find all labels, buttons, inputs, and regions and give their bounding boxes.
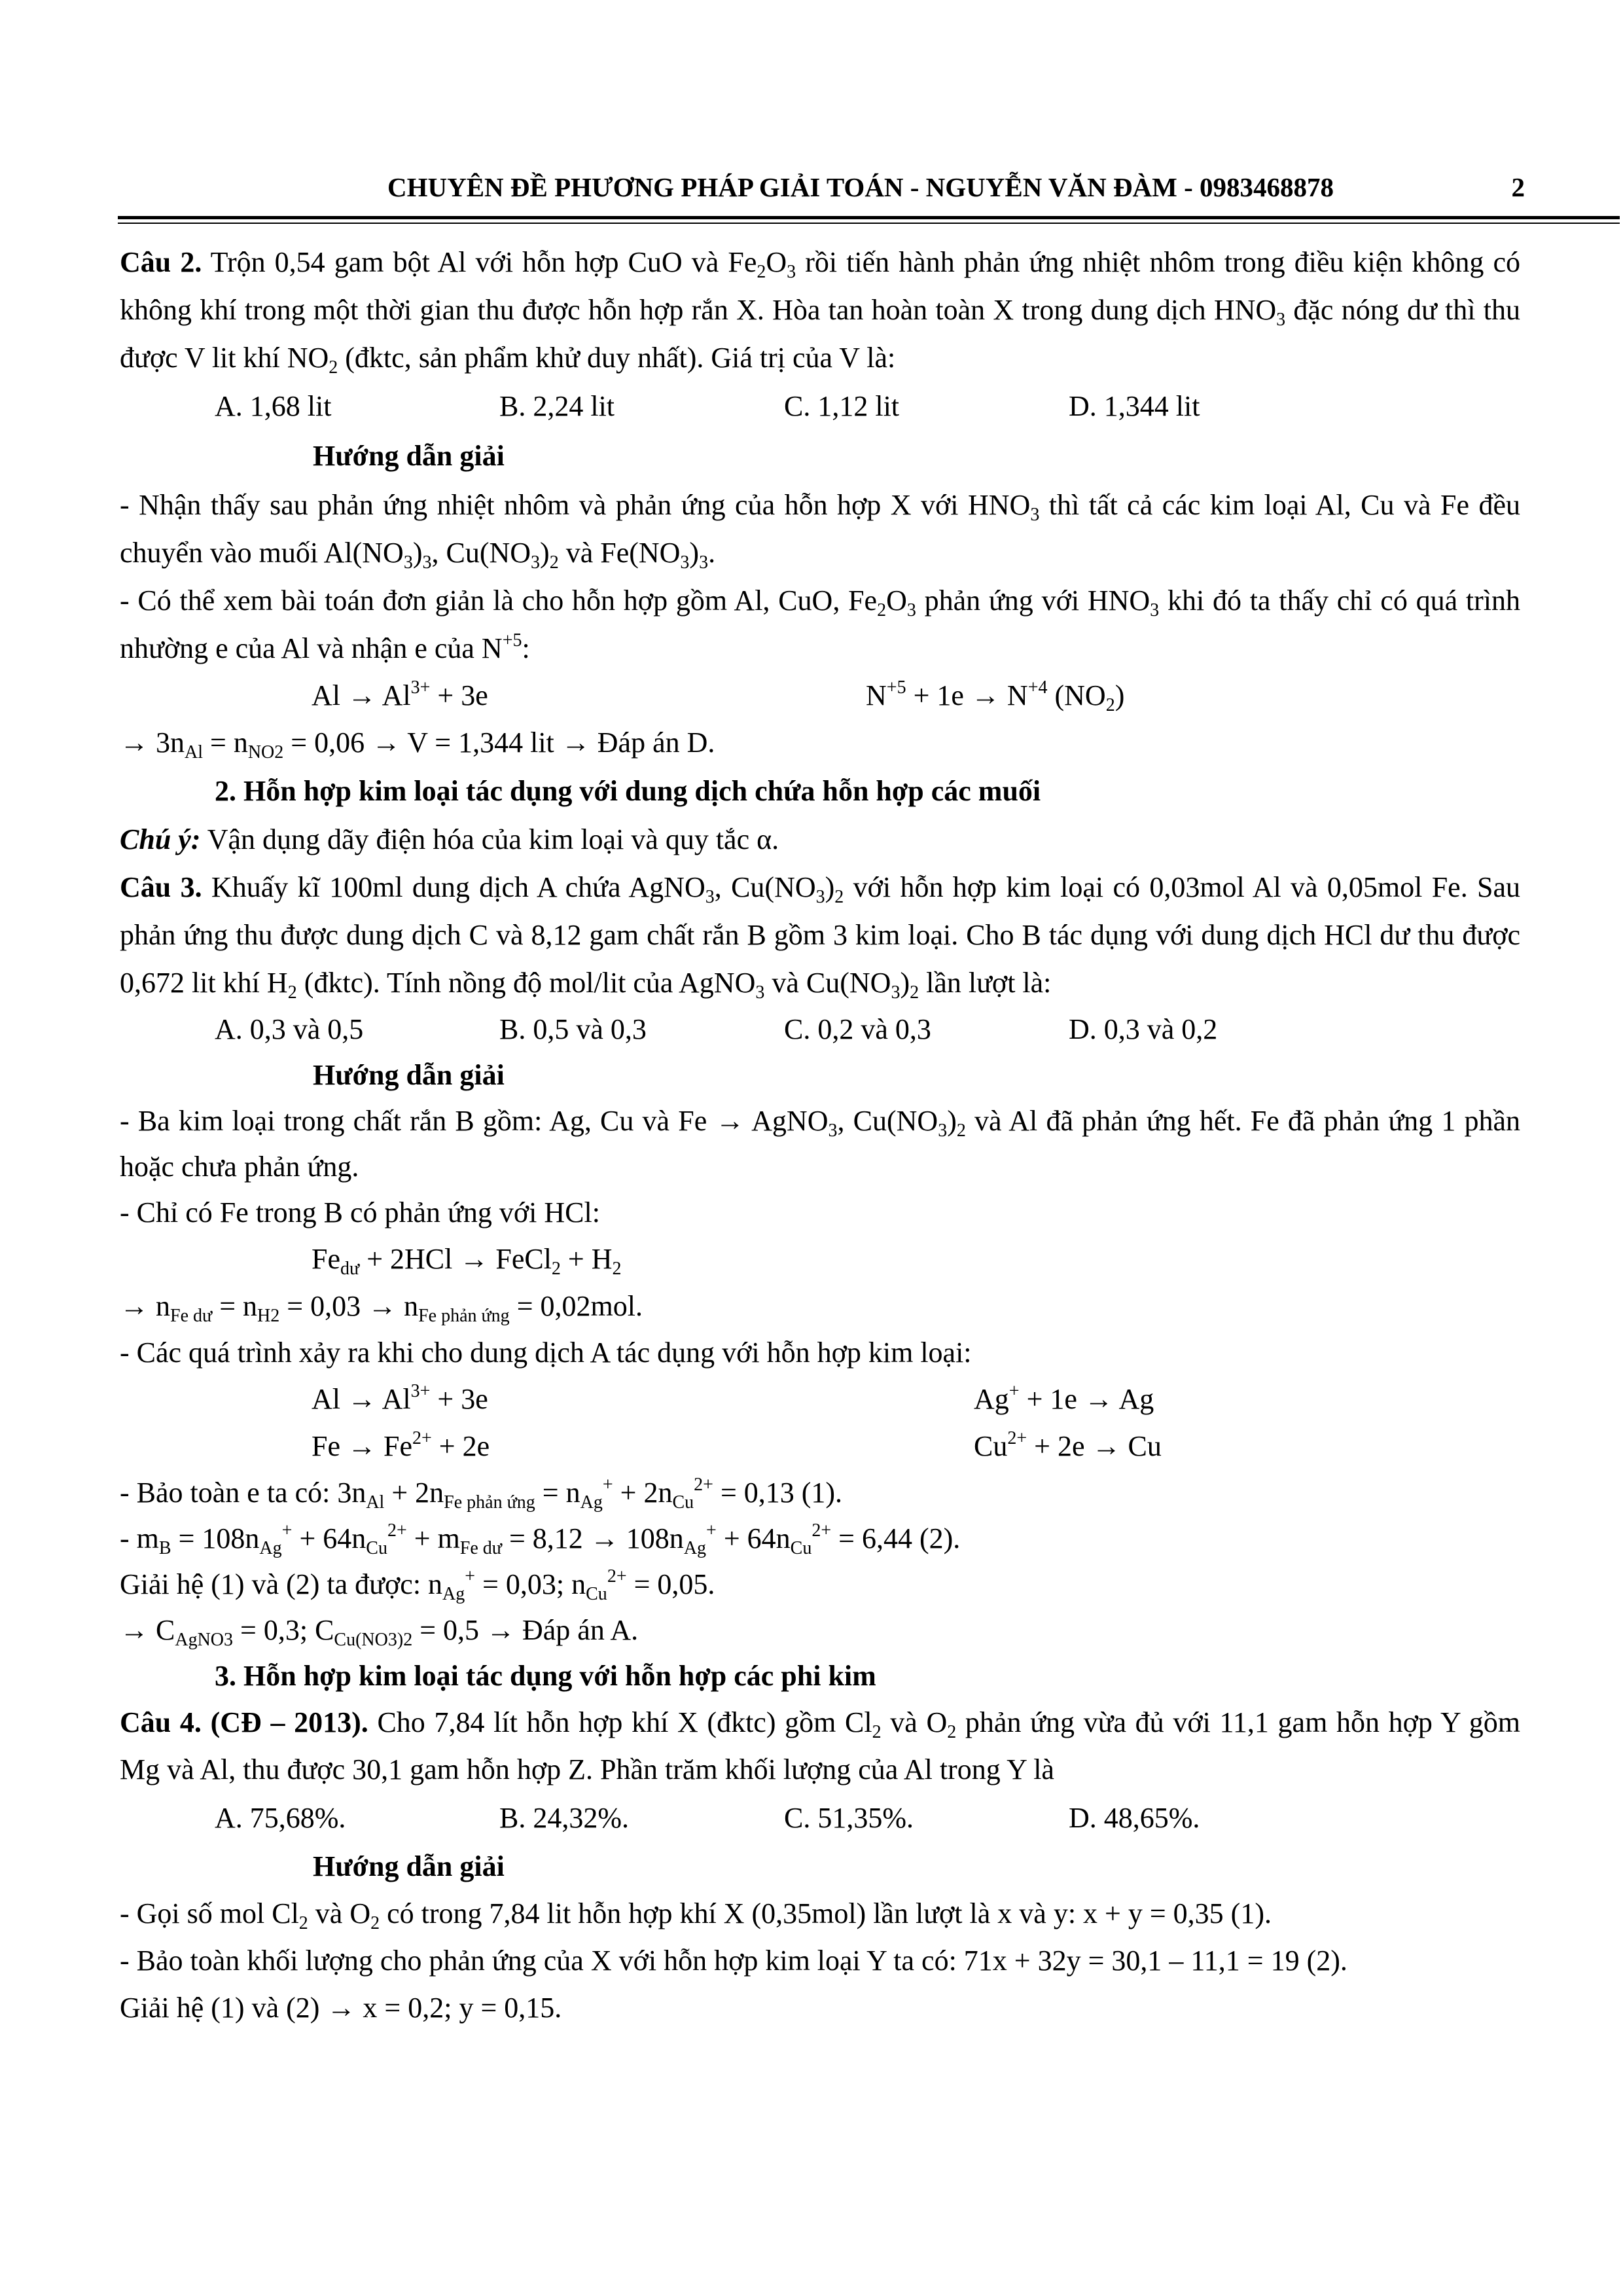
section-title: 2. Hỗn hợp kim loại tác dụng với dung dịch chứa hỗn hợp các muối (215, 775, 1041, 807)
answer-options (120, 382, 1520, 431)
solution-step: Giải hệ (1) và (2) ta được: $n_{Ag}^+ = 0,03$; $n_{Cu}^{2+} = 0,05$. (120, 1566, 715, 1604)
equation: $Fe \to Fe^{2+} + 2e$ (312, 1428, 490, 1462)
solution-step: - Các quá trình xảy ra khi cho dung dịch A tác dụng với hỗn hợp kim loại: (120, 1336, 972, 1369)
option-b: B. 0,5 và 0,3 (499, 1013, 647, 1045)
note: Chú ý: Vận dụng dãy điện hóa của kim loại và quy tắc α. (120, 823, 779, 855)
option-c: C. 0,2 và 0,3 (784, 1013, 931, 1045)
half-reactions (120, 1376, 1520, 1423)
solution-step: → $n_{Fe dư} = n_{H2} = 0,03 \to n_{Fe phản ứng} = 0,02mol$. (120, 1290, 643, 1326)
solution-heading: Hướng dẫn giải (313, 440, 505, 472)
question-label: Câu 2. (120, 246, 202, 278)
option-b: B. 2,24 lit (499, 390, 615, 422)
solution-heading: Hướng dẫn giải (313, 1059, 505, 1091)
solution-result: → $3n_{Al} = n_{NO2} = 0,06 \to V = 1,344$ lit → Đáp án D. (120, 726, 715, 762)
equation: $Al \to Al^{3+} + 3e$ (312, 677, 488, 711)
equation: $Fe_{dư} + 2HCl$ → FeCl$_2$ + $H_2$ (312, 1243, 622, 1279)
equation: $Al \to Al^{3+} + 3e$ (312, 1381, 488, 1415)
equation: Ag+ + 1e → Ag (974, 1381, 1154, 1415)
section-title: 3. Hỗn hợp kim loại tác dụng với hỗn hợp các phi kim (215, 1660, 876, 1692)
solution-heading: Hướng dẫn giải (313, 1850, 505, 1882)
solution-step: - $m_B = 108n_{Ag}^+ + 64n_{Cu}^{2+} + m_{Fe dư} = 8,12 \to 108n_{Ag}^+ + 64n_{Cu}^{2+} = 6,44$ (2). (120, 1520, 961, 1558)
option-c: C. 1,12 lit (784, 390, 900, 422)
answer-options (120, 1793, 1520, 1843)
document-body (120, 234, 1520, 2032)
half-reactions (120, 1423, 1520, 1470)
solution-step: - Gọi số mol $Cl_2$ và $O_2$ có trong 7,84 lit hỗn hợp khí X (0,35mol) lần lượt là x và y: x + y = 0,35 (1). (120, 1897, 1272, 1933)
header-rule-thin (118, 223, 1620, 224)
solution-step: - Bảo toàn khối lượng cho phản ứng của X với hỗn hợp kim loại Y ta có: 71x + 32y = 30,1 – 11,1 = 19 (2). (120, 1945, 1347, 1977)
solution-step: - Chỉ có Fe trong B có phản ứng với HCl: (120, 1196, 600, 1229)
header-title: CHUYÊN ĐỀ PHƯƠNG PHÁP GIẢI TOÁN - NGUYỄN VĂN ĐÀM - 0983468878 (387, 172, 1334, 202)
answer-options (120, 1007, 1520, 1052)
page-header (196, 171, 1525, 203)
option-d: D. 1,344 lit (1069, 390, 1200, 422)
option-d: D. 0,3 và 0,2 (1069, 1013, 1218, 1045)
page-number: 2 (1511, 172, 1525, 202)
question-4: Câu 4. (CĐ – 2013). Cho 7,84 lít hỗn hợp khí X (đktc) gồm $Cl_2$ và $O_2$ phản ứng vừa đủ với 11,1 gam hỗn hợp Y gồm Mg và Al, thu được 30,1 gam hỗn hợp Z. Phần trăm khối lượng của Al trong Y là (120, 1706, 1520, 1785)
solution-step: Giải hệ (1) và (2) → x = 0,2; y = 0,15. (120, 1992, 562, 2024)
equation: $N^{+5} + 1e \to N^{+4}$ $(NO_2)$ (866, 677, 1125, 715)
question-label: Câu 3. (120, 871, 202, 903)
solution-step: - Có thể xem bài toán đơn giản là cho hỗn hợp gồm Al, CuO, $Fe_2O_3$ phản ứng với $HNO_3$ khi đó ta thấy chỉ có quá trình nhường e của Al và nhận e của $N^{+5}$: (120, 584, 1521, 664)
equation: $Cu^{2+} + 2e \to Cu$ (974, 1428, 1162, 1462)
solution-result: → $C_{AgNO3} = 0,3$; $C_{Cu(NO3)2} = 0,5$ → Đáp án A. (120, 1614, 639, 1650)
option-b: B. 24,32%. (499, 1802, 629, 1834)
question-3: Câu 3. Khuấy kĩ 100ml dung dịch A chứa AgNO$_3$, $Cu(NO_3)_2$ với hỗn hợp kim loại có 0,03mol Al và 0,05mol Fe. Sau phản ứng thu được dung dịch C và 8,12 gam chất rắn B gồm 3 kim loại. Cho B tác dụng với dung dịch HCl dư thu được 0,672 lit khí $H_2$ (đktc). Tính nồng độ mol/lit của AgNO$_3$ và $Cu(NO_3)_2$ lần lượt là: (120, 871, 1521, 1003)
question-2: Câu 2. Trộn 0,54 gam bột Al với hỗn hợp CuO và $Fe_2O_3$ rồi tiến hành phản ứng nhiệt nhôm trong điều kiện không có không khí trong một thời gian thu được hỗn hợp rắn X. Hòa tan hoàn toàn X trong dung dịch $HNO_3$ đặc nóng dư thì thu được V lit khí $NO_2$ (đktc, sản phẩm khử duy nhất). Giá trị của V là: (120, 246, 1521, 378)
option-d: D. 48,65%. (1069, 1802, 1200, 1834)
option-a: A. 0,3 và 0,5 (215, 1013, 364, 1045)
question-label: Câu 4. (CĐ – 2013). (120, 1706, 368, 1738)
solution-step: - Bảo toàn e ta có: $3n_{Al} + 2n_{Fe phản ứng} = n_{Ag}^+ + 2n_{Cu}^{2+} = 0,13$ (1). (120, 1475, 843, 1513)
header-rule-thick (118, 216, 1620, 219)
solution-step: - Ba kim loại trong chất rắn B gồm: Ag, Cu và Fe → AgNO$_3$, $Cu(NO_3)_2$ và Al đã phản ứng hết. Fe đã phản ứng 1 phần hoặc chưa phản ứng. (120, 1105, 1521, 1183)
option-a: A. 1,68 lit (215, 390, 332, 422)
option-c: C. 51,35%. (784, 1802, 914, 1834)
half-reactions (120, 672, 1520, 719)
solution-step: - Nhận thấy sau phản ứng nhiệt nhôm và phản ứng của hỗn hợp X với $HNO_3$ thì tất cả các kim loại Al, Cu và Fe đều chuyển vào muối $Al(NO_3)_3$, $Cu(NO_3)_2$ và $Fe(NO_3)_3$. (120, 489, 1521, 573)
option-a: A. 75,68%. (215, 1802, 346, 1834)
